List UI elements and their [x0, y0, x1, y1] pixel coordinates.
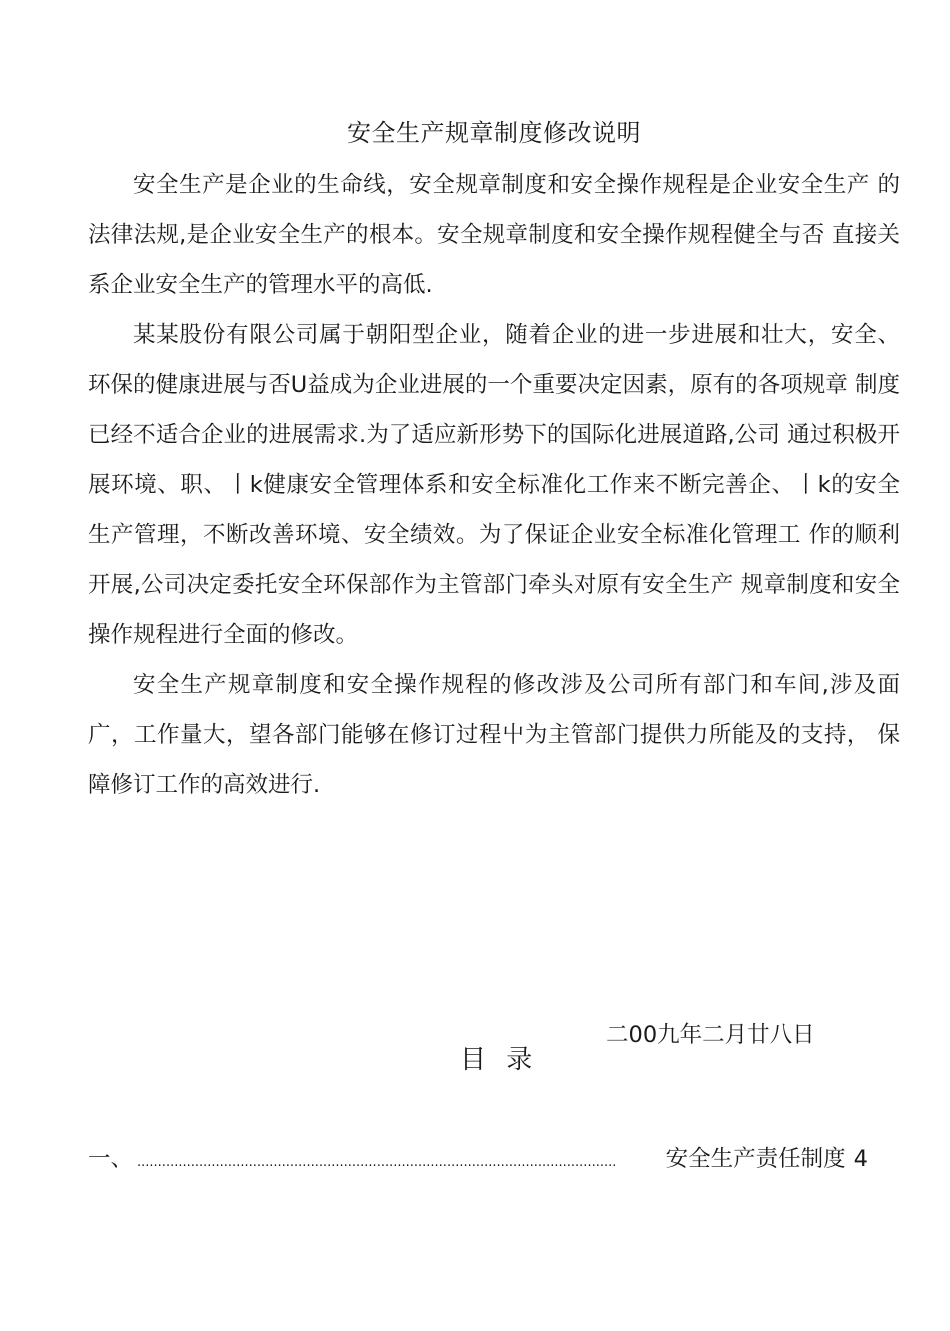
paragraph-3-text: 安全生产规章制度和安全操作规程的修改涉及公司所有部门和车间,涉及面广，工作量大，望各部门能够在修订过程屮为主管部门提供力所能及的支持， 保障修订工作的高效进行.	[88, 672, 900, 798]
toc-entry-leader: ....................................................................................................................	[137, 1155, 617, 1170]
paragraph-1	[88, 160, 900, 310]
paragraph-2	[88, 310, 900, 660]
toc-entry-page: 4	[853, 1146, 868, 1172]
toc-entry-number: 一、	[88, 1146, 134, 1172]
paragraph-1-text: 安全生产是企业的生命线，安全规章制度和安全操作规程是企业安全生产 的法律法规,是企业安全生产的根本。安全规章制度和安全操作规程健全与否 直接关系企业安全生产的管理水平的高低.	[88, 172, 900, 298]
document-date: 二00九年二月廿八日	[606, 1022, 815, 1048]
document-title: 安全生产规章制度修改说明	[347, 119, 641, 147]
paragraph-3	[88, 660, 900, 810]
paragraph-2-text: 某某股份有限公司属于朝阳型企业，随着企业的进一步进展和壮大，安全、 环保的健康进展与否U益成为企业进展的一个重要决定因素，原有的各项规章 制度已经不适合企业的进展需求.为了适应新形势下的国际化进展道路,公司 通过积极开展环境、职、丨k健康安全管理体系和安全标准化工作来不断完善企、丨k的安全生产管理，不断改善环境、安全绩效。为了保证企业安全标准化管理工 作的顺利开展,公司决定委托安全环保部作为主管部门牵头对原有安全生产 规章制度和安全操作规程进行全面的修改。	[88, 322, 900, 648]
toc-entry-label: 安全生产责任制度	[665, 1146, 846, 1172]
toc-entry[interactable]	[88, 1142, 868, 1176]
toc-heading: 目 录	[460, 1045, 539, 1075]
